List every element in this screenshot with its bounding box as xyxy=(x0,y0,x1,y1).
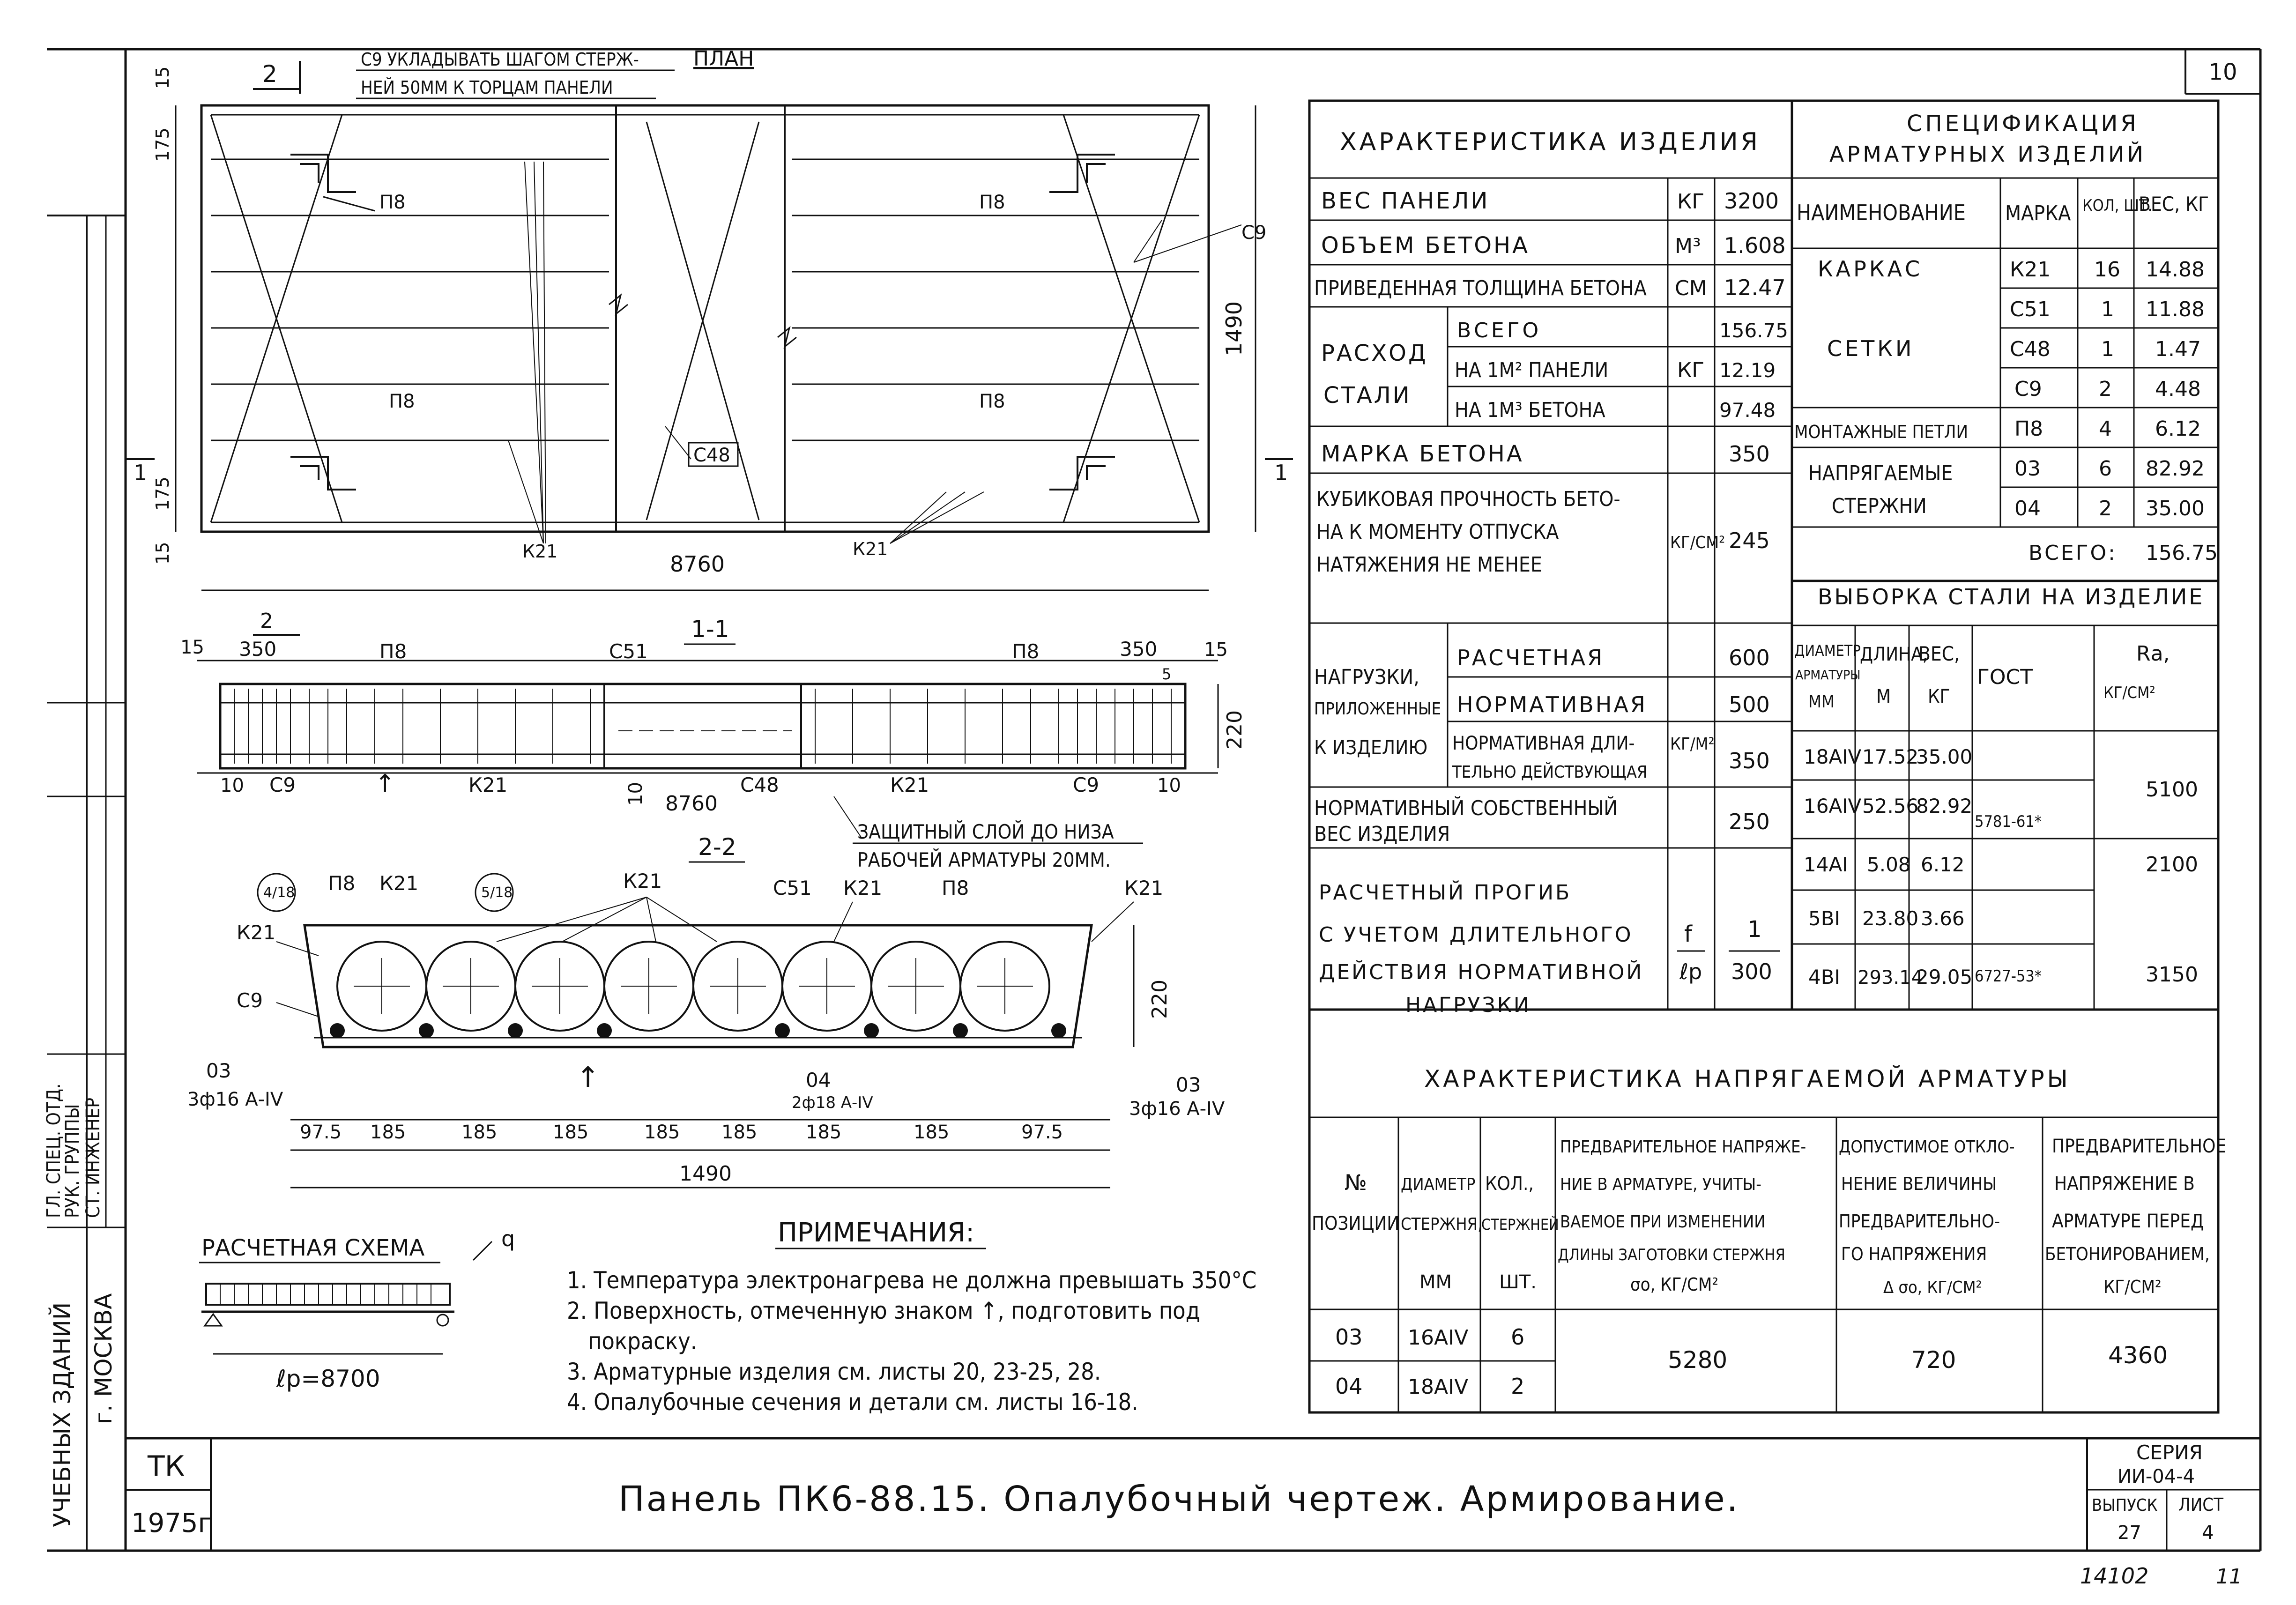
section11-stirrups xyxy=(234,689,1171,764)
section22-dim-total: 1490 xyxy=(679,1162,732,1186)
section22-dim-8: 185 xyxy=(914,1122,950,1143)
section22-label-p8-left: П8 xyxy=(328,872,356,895)
scheme-span: ℓр=8700 xyxy=(276,1365,380,1392)
char-steel-total-value: 156.75 xyxy=(1719,319,1788,342)
plan-note-line1: С9 УКЛАДЫВАТЬ ШАГОМ СТЕРЖ- xyxy=(361,49,639,70)
spec-group-mesh: СЕТКИ xyxy=(1827,336,1915,361)
section22-dim-7: 185 xyxy=(806,1122,842,1143)
char-defl-value-den: 300 xyxy=(1731,959,1772,984)
char-load-label-1: НАГРУЗКИ, xyxy=(1314,665,1419,689)
char-volume-value: 1.608 xyxy=(1724,233,1786,258)
spec-r4-weight: 4.48 xyxy=(2155,377,2201,401)
char-defl-label-2: С УЧЕТОМ ДЛИТЕЛЬНОГО xyxy=(1319,923,1633,947)
char-cube-unit: КГ/СМ² xyxy=(1670,533,1725,552)
section22-label-k21-b: К21 xyxy=(623,869,662,892)
char-cube-label-1: КУБИКОВАЯ ПРОЧНОСТЬ БЕТО- xyxy=(1316,487,1620,511)
steel-ra-3: 3150 xyxy=(2146,963,2198,987)
char-cube-value: 245 xyxy=(1729,528,1770,553)
spec-r7-qty: 2 xyxy=(2099,497,2112,520)
section22-label-c51: С51 xyxy=(773,877,812,899)
steel-h-ra: Rа, xyxy=(2136,642,2170,666)
steel-h-gost: ГОСТ xyxy=(1977,665,2033,689)
plan-section-2-mark: 2 xyxy=(262,60,277,88)
spec-r5-qty: 4 xyxy=(2099,417,2112,441)
section22-dim-5: 185 xyxy=(644,1122,680,1143)
char-load-long-label-1: НОРМАТИВНАЯ ДЛИ- xyxy=(1452,733,1635,754)
char-cube-label-2: НА К МОМЕНТУ ОТПУСКА xyxy=(1316,520,1559,544)
spec-group-prestress-1: НАПРЯГАЕМЫЕ xyxy=(1808,461,1953,485)
section22-rebar-03-left: 3ф16 А-IV xyxy=(187,1089,283,1110)
section11-dim-350-left: 350 xyxy=(239,638,277,661)
spec-r7-weight: 35.00 xyxy=(2146,497,2205,520)
section22-label-03-right: 03 xyxy=(1176,1073,1201,1096)
footer-mark: 11 xyxy=(2216,1565,2242,1589)
char-steel-unit: КГ xyxy=(1677,358,1705,382)
section22-dim-6: 185 xyxy=(721,1122,758,1143)
spec-header-mark: МАРКА xyxy=(2005,201,2071,225)
section22-label-04: 04 xyxy=(806,1069,831,1092)
section22-dim-9: 97.5 xyxy=(1021,1122,1063,1143)
section22-rebar-03-right: 3ф16 А-IV xyxy=(1129,1098,1225,1120)
char-steel-label-2: СТАЛИ xyxy=(1323,382,1412,409)
pre-r2-diam: 18АIV xyxy=(1408,1375,1469,1399)
pre-h-diam-2: СТЕРЖНЯ, xyxy=(1401,1215,1483,1234)
page-number: 10 xyxy=(2208,59,2237,85)
steel-gost-1: 5781-61* xyxy=(1975,812,2042,831)
char-steel-label-1: РАСХОД xyxy=(1321,340,1428,366)
steel-h-len: ДЛИНА, xyxy=(1860,644,1928,665)
steel-r5-len: 293.14 xyxy=(1858,967,1923,988)
char-volume-label: ОБЪЕМ БЕТОНА xyxy=(1321,232,1530,259)
title-year: 1975г xyxy=(131,1508,212,1538)
plan-dim-175-top: 175 xyxy=(152,127,173,162)
pre-h-pre-3: ВАЕМОЕ ПРИ ИЗМЕНЕНИИ xyxy=(1560,1212,1766,1232)
plan-section-1-left: 1 xyxy=(134,460,148,485)
spec-r2-weight: 11.88 xyxy=(2146,297,2205,321)
pre-h-qty-2: СТЕРЖНЕЙ xyxy=(1481,1216,1559,1233)
steel-title: ВЫБОРКА СТАЛИ НА ИЗДЕЛИЕ xyxy=(1818,584,2205,609)
pre-h-pos-2: ПОЗИЦИИ xyxy=(1312,1213,1400,1234)
section22-rebar-04: 2ф18 А-IV xyxy=(792,1093,873,1112)
plan-label-p8-a: П8 xyxy=(379,192,406,213)
char-steel-m3-label: НА 1М³ БЕТОНА xyxy=(1455,398,1605,422)
spec-total-label: ВСЕГО: xyxy=(2029,541,2117,565)
specification-table xyxy=(1792,111,2218,565)
steel-r5-wt: 29.05 xyxy=(1916,966,1973,988)
steel-r4-diam: 5ВI xyxy=(1808,907,1840,930)
prestress-title: ХАРАКТЕРИСТИКА НАПРЯГАЕМОЙ АРМАТУРЫ xyxy=(1424,1065,2071,1092)
char-defl-value-num: 1 xyxy=(1747,916,1762,943)
char-weight-unit: КГ xyxy=(1677,190,1705,214)
char-weight-value: 3200 xyxy=(1724,188,1779,214)
section11-label-p8-b: П8 xyxy=(1012,640,1040,663)
section11-surface-mark-a: ↑ xyxy=(375,770,395,798)
side-org-line2: г. МОСКВА xyxy=(90,1293,117,1424)
pre-h-diam-3: ММ xyxy=(1419,1271,1452,1293)
plan-label-p8-c: П8 xyxy=(389,391,415,412)
plan-note-line2: НЕЙ 50ММ К ТОРЦАМ ПАНЕЛИ xyxy=(361,77,613,98)
pre-h-fin-5: КГ/СМ² xyxy=(2103,1277,2162,1297)
spec-title-2: АРМАТУРНЫХ ИЗДЕЛИЙ xyxy=(1829,141,2146,167)
section22-label-p8-right: П8 xyxy=(942,877,969,899)
pre-h-fin-2: НАПРЯЖЕНИЕ В xyxy=(2054,1173,2195,1195)
spec-r1-mark: К21 xyxy=(2010,258,2051,282)
footer-number: 14102 xyxy=(2080,1563,2149,1589)
steel-r5-diam: 4ВI xyxy=(1808,966,1840,988)
section11-title: 1-1 xyxy=(691,616,729,643)
pre-r1-pos: 03 xyxy=(1335,1324,1363,1350)
side-role-3: СТ. ИНЖЕНЕР xyxy=(82,1098,104,1218)
char-grade-label: МАРКА БЕТОНА xyxy=(1321,441,1524,467)
char-defl-label-3: ДЕЙСТВИЯ НОРМАТИВНОЙ xyxy=(1319,960,1644,984)
notes-title: ПРИМЕЧАНИЯ: xyxy=(778,1218,974,1248)
pre-v-dev: 720 xyxy=(1911,1346,1956,1374)
section22-label-k21-right: К21 xyxy=(1124,877,1164,899)
steel-h-ra-2: КГ/СМ² xyxy=(2103,684,2155,702)
section11-dim-length: 8760 xyxy=(665,792,718,816)
spec-r3-mark: С48 xyxy=(2010,337,2051,361)
spec-title-1: СПЕЦИФИКАЦИЯ xyxy=(1907,111,2139,137)
plan-section-1-right: 1 xyxy=(1274,460,1288,485)
side-stamp xyxy=(43,215,126,1551)
note-4: 4. Опалубочные сечения и детали см. листы 16-18. xyxy=(567,1389,1138,1416)
char-steel-m2-value: 12.19 xyxy=(1719,359,1776,382)
section22-title: 2-2 xyxy=(698,833,736,861)
steel-r1-diam: 18АIV xyxy=(1804,745,1862,768)
spec-r2-mark: С51 xyxy=(2010,297,2051,321)
pre-h-pre-2: НИЕ В АРМАТУРЕ, УЧИТЫ- xyxy=(1560,1175,1761,1194)
section22-label-k21-a: К21 xyxy=(379,872,419,895)
pre-h-qty-3: ШТ. xyxy=(1499,1271,1537,1293)
title-block xyxy=(126,1438,2260,1589)
plan-dim-width: 1490 xyxy=(1221,301,1247,356)
section11-dim-10-right: 10 xyxy=(1157,775,1181,796)
plan-dim-15-top: 15 xyxy=(152,66,173,89)
char-load-unit: КГ/М² xyxy=(1670,735,1715,754)
pre-r2-qty: 2 xyxy=(1511,1374,1525,1399)
char-cube-label-3: НАТЯЖЕНИЯ НЕ МЕНЕЕ xyxy=(1316,553,1542,577)
section22-dim-1: 97.5 xyxy=(300,1122,342,1143)
spec-header-name: НАИМЕНОВАНИЕ xyxy=(1797,200,1966,225)
spec-group-frame: КАРКАС xyxy=(1818,256,1923,282)
section22-label-k21-c: К21 xyxy=(843,877,883,899)
pre-h-dev-3: ПРЕДВАРИТЕЛЬНО- xyxy=(1839,1211,2000,1232)
list-label: ЛИСТ xyxy=(2178,1494,2224,1515)
section11-mark-2: 2 xyxy=(260,609,273,633)
notes xyxy=(567,1218,1256,1416)
section11-label-c51: С51 xyxy=(609,640,648,663)
steel-h-diam-2: АРМАТУРЫ xyxy=(1795,667,1861,683)
steel-r4-wt: 3.66 xyxy=(1921,907,1965,930)
section11-dim-15-left: 15 xyxy=(180,637,204,658)
steel-r1-len: 17.52 xyxy=(1862,745,1919,768)
pre-h-dev-4: ГО НАПРЯЖЕНИЯ xyxy=(1841,1244,1987,1264)
spec-r3-weight: 1.47 xyxy=(2155,337,2201,361)
section11-dim-5: 5 xyxy=(1162,665,1172,683)
char-defl-label-1: РАСЧЕТНЫЙ ПРОГИБ xyxy=(1319,881,1572,905)
char-weight-label: ВЕС ПАНЕЛИ xyxy=(1321,188,1490,214)
steel-r1-wt: 35.00 xyxy=(1916,745,1973,768)
side-role-1: ГЛ. СПЕЦ. ОТД. xyxy=(43,1083,65,1218)
spec-r6-weight: 82.92 xyxy=(2146,457,2205,481)
plan-label-c9: С9 xyxy=(1241,222,1267,244)
char-load-calc-label: РАСЧЕТНАЯ xyxy=(1457,645,1605,670)
section22-dim-4: 185 xyxy=(553,1122,589,1143)
char-self-label-1: НОРМАТИВНЫЙ СОБСТВЕННЫЙ xyxy=(1314,796,1618,820)
plan-label-c48: С48 xyxy=(693,445,730,466)
series-value: ИИ-04-4 xyxy=(2118,1466,2195,1487)
spec-group-loops: МОНТАЖНЫЕ ПЕТЛИ xyxy=(1794,422,1969,442)
section22-label-03-left: 03 xyxy=(206,1059,231,1082)
list-value: 4 xyxy=(2202,1522,2214,1544)
plan-label-p8-b: П8 xyxy=(979,192,1005,213)
pre-v-fin: 4360 xyxy=(2108,1342,2168,1369)
char-load-label-3: К ИЗДЕЛИЮ xyxy=(1314,736,1428,759)
section22-dim-3: 185 xyxy=(461,1122,498,1143)
char-thickness-label: ПРИВЕДЕННАЯ ТОЛЩИНА БЕТОНА xyxy=(1314,276,1647,300)
section11-dim-15-right: 15 xyxy=(1204,639,1228,661)
char-load-long-label-2: ТЕЛЬНО ДЕЙСТВУЮЩАЯ xyxy=(1452,763,1648,782)
spec-total-value: 156.75 xyxy=(2146,541,2218,565)
note-1: 1. Температура электронагрева не должна превышать 350°С xyxy=(567,1267,1257,1294)
section11-label-k21-b: К21 xyxy=(890,773,929,796)
pre-r1-qty: 6 xyxy=(1511,1324,1525,1350)
pre-h-pos-1: № xyxy=(1345,1170,1367,1195)
steel-r2-wt: 82.92 xyxy=(1916,795,1973,817)
plan-view xyxy=(126,47,1293,590)
section-1-1 xyxy=(180,609,1247,871)
char-defl-label-4: НАГРУЗКИ xyxy=(1405,993,1531,1017)
steel-gost-2: 6727-53* xyxy=(1975,967,2042,986)
note-2b: покраску. xyxy=(588,1328,698,1355)
steel-h-wt: ВЕС, xyxy=(1918,642,1960,665)
section-2-2 xyxy=(187,833,1225,1188)
steel-h-len-2: М xyxy=(1876,686,1891,707)
section11-label-c9-right: С9 xyxy=(1073,773,1100,796)
section22-node-a: 4/18 xyxy=(263,884,295,901)
char-steel-m3-value: 97.48 xyxy=(1719,399,1776,422)
section11-dim-10-left: 10 xyxy=(220,775,244,796)
pre-h-dev-1: ДОПУСТИМОЕ ОТКЛО- xyxy=(1839,1137,2015,1157)
spec-r6-qty: 6 xyxy=(2099,457,2112,481)
section22-dim-2: 185 xyxy=(370,1122,406,1143)
spec-header-weight: ВЕС, КГ xyxy=(2139,193,2209,215)
char-thickness-unit: СМ xyxy=(1675,276,1707,300)
spec-r6-mark: 03 xyxy=(2014,457,2041,481)
drawing-title: Панель ПК6-88.15. Опалубочный чертеж. Армирование. xyxy=(618,1479,1740,1519)
char-steel-m2-label: НА 1М² ПАНЕЛИ xyxy=(1455,358,1609,382)
char-title: ХАРАКТЕРИСТИКА ИЗДЕЛИЯ xyxy=(1340,128,1761,156)
spec-r1-weight: 14.88 xyxy=(2146,258,2205,282)
steel-h-diam: ДИАМЕТР xyxy=(1794,642,1861,660)
pre-h-pre-1: ПРЕДВАРИТЕЛЬНОЕ НАПРЯЖЕ- xyxy=(1560,1137,1806,1157)
spec-r5-weight: 6.12 xyxy=(2155,417,2201,441)
section22-dim-height: 220 xyxy=(1148,980,1172,1019)
steel-r4-len: 23.80 xyxy=(1862,907,1919,930)
pre-h-pre-4: ДЛИНЫ ЗАГОТОВКИ СТЕРЖНЯ xyxy=(1558,1246,1785,1264)
section11-dim-10-mid: 10 xyxy=(625,782,646,806)
steel-h-diam-3: ММ xyxy=(1808,692,1835,712)
char-thickness-value: 12.47 xyxy=(1724,275,1786,300)
scheme-load-label: q xyxy=(501,1226,515,1251)
section11-cover-line2: РАБОЧЕЙ АРМАТУРЫ 20ММ. xyxy=(857,848,1111,871)
section22-surface-mark: ↑ xyxy=(576,1061,600,1094)
pre-r1-diam: 16АIV xyxy=(1408,1326,1469,1350)
page-number-box xyxy=(2185,49,2260,94)
spec-r3-qty: 1 xyxy=(2101,337,2114,361)
pre-h-dev-5: Δ σо, КГ/СМ² xyxy=(1883,1278,1982,1297)
plan-dim-15-bot: 15 xyxy=(152,542,173,565)
steel-ra-1: 5100 xyxy=(2146,778,2198,802)
plan-label-k21-a: К21 xyxy=(522,541,558,562)
char-load-norm-value: 500 xyxy=(1729,692,1770,717)
section11-label-c9-left: С9 xyxy=(269,773,296,796)
side-org-line1: УЧЕБНЫХ ЗДАНИЙ xyxy=(49,1302,76,1527)
pre-h-qty-1: КОЛ., xyxy=(1485,1173,1534,1195)
steel-h-wt-2: КГ xyxy=(1928,686,1950,707)
steel-table xyxy=(1792,584,2218,1010)
plan-title: ПЛАН xyxy=(693,47,754,71)
plan-label-k21-b: К21 xyxy=(853,539,888,559)
pre-h-dev-2: НЕНИЕ ВЕЛИЧИНЫ xyxy=(1841,1174,1997,1194)
char-load-label-2: ПРИЛОЖЕННЫЕ xyxy=(1314,699,1442,719)
section11-cover-line1: ЗАЩИТНЫЙ СЛОЙ ДО НИЗА xyxy=(857,820,1114,843)
pre-h-diam-1: ДИАМЕТР xyxy=(1401,1175,1476,1194)
section11-dim-350-right: 350 xyxy=(1120,638,1158,661)
pre-h-fin-4: БЕТОНИРОВАНИЕМ, xyxy=(2045,1244,2210,1264)
char-steel-total-label: ВСЕГО xyxy=(1457,319,1542,342)
pre-r2-pos: 04 xyxy=(1335,1374,1363,1399)
spec-r1-qty: 16 xyxy=(2094,258,2120,282)
spec-r2-qty: 1 xyxy=(2101,297,2114,321)
series-label: СЕРИЯ xyxy=(2136,1441,2203,1464)
char-defl-unit-num: f xyxy=(1684,921,1692,947)
pre-h-fin-3: АРМАТУРЕ ПЕРЕД xyxy=(2052,1211,2204,1232)
issue-value: 27 xyxy=(2118,1522,2141,1544)
scheme-title: РАСЧЕТНАЯ СХЕМА xyxy=(201,1235,425,1261)
side-role-2: РУК. ГРУППЫ xyxy=(62,1104,83,1218)
spec-r4-mark: С9 xyxy=(2014,377,2042,401)
pre-h-fin-1: ПРЕДВАРИТЕЛЬНОЕ xyxy=(2052,1136,2227,1157)
note-2: 2. Поверхность, отмеченную знаком ↑, подготовить под xyxy=(567,1297,1200,1324)
char-self-label-2: ВЕС ИЗДЕЛИЯ xyxy=(1314,822,1450,846)
plan-label-p8-d: П8 xyxy=(979,391,1005,412)
plan-dim-175-bot: 175 xyxy=(152,476,173,511)
char-load-calc-value: 600 xyxy=(1729,645,1770,670)
spec-r4-qty: 2 xyxy=(2099,377,2112,401)
note-3: 3. Арматурные изделия см. листы 20, 23-25, 28. xyxy=(567,1358,1101,1385)
section22-rebars xyxy=(330,1023,1066,1038)
title-org: ТК xyxy=(148,1450,185,1483)
steel-r2-len: 52.56 xyxy=(1862,795,1919,817)
design-scheme xyxy=(199,1226,515,1392)
prestress-table xyxy=(1309,1065,2226,1412)
spec-group-prestress-2: СТЕРЖНИ xyxy=(1832,494,1927,518)
steel-r2-diam: 16АIV xyxy=(1804,795,1862,817)
section11-label-p8-a: П8 xyxy=(379,640,407,663)
spec-header-qty: КОЛ, ШТ. xyxy=(2082,196,2153,215)
spec-r5-mark: П8 xyxy=(2014,417,2043,441)
char-load-norm-label: НОРМАТИВНАЯ xyxy=(1457,692,1647,717)
plan-dim-length: 8760 xyxy=(670,551,725,577)
steel-r3-len: 5.08 xyxy=(1867,853,1911,876)
char-self-value: 250 xyxy=(1729,809,1770,834)
steel-ra-2: 2100 xyxy=(2146,853,2198,877)
section11-dim-height: 220 xyxy=(1223,710,1247,750)
char-grade-value: 350 xyxy=(1729,441,1770,467)
issue-label: ВЫПУСК xyxy=(2092,1496,2158,1515)
pre-h-pre-5: σо, КГ/СМ² xyxy=(1630,1274,1719,1295)
char-defl-unit-den: ℓр xyxy=(1679,959,1702,984)
section11-label-c48: С48 xyxy=(740,773,779,796)
steel-r3-wt: 6.12 xyxy=(1921,853,1965,876)
spec-r7-mark: 04 xyxy=(2014,497,2041,520)
char-volume-unit: М³ xyxy=(1675,234,1701,258)
section11-label-k21-a: К21 xyxy=(468,773,508,796)
pre-v-pre: 5280 xyxy=(1668,1346,1728,1374)
section22-node-b: 5/18 xyxy=(481,884,513,901)
steel-r3-diam: 14АI xyxy=(1804,853,1848,876)
section22-label-k21-left: К21 xyxy=(237,921,276,944)
char-load-long-value: 350 xyxy=(1729,748,1770,773)
section22-label-c9: С9 xyxy=(237,989,263,1012)
